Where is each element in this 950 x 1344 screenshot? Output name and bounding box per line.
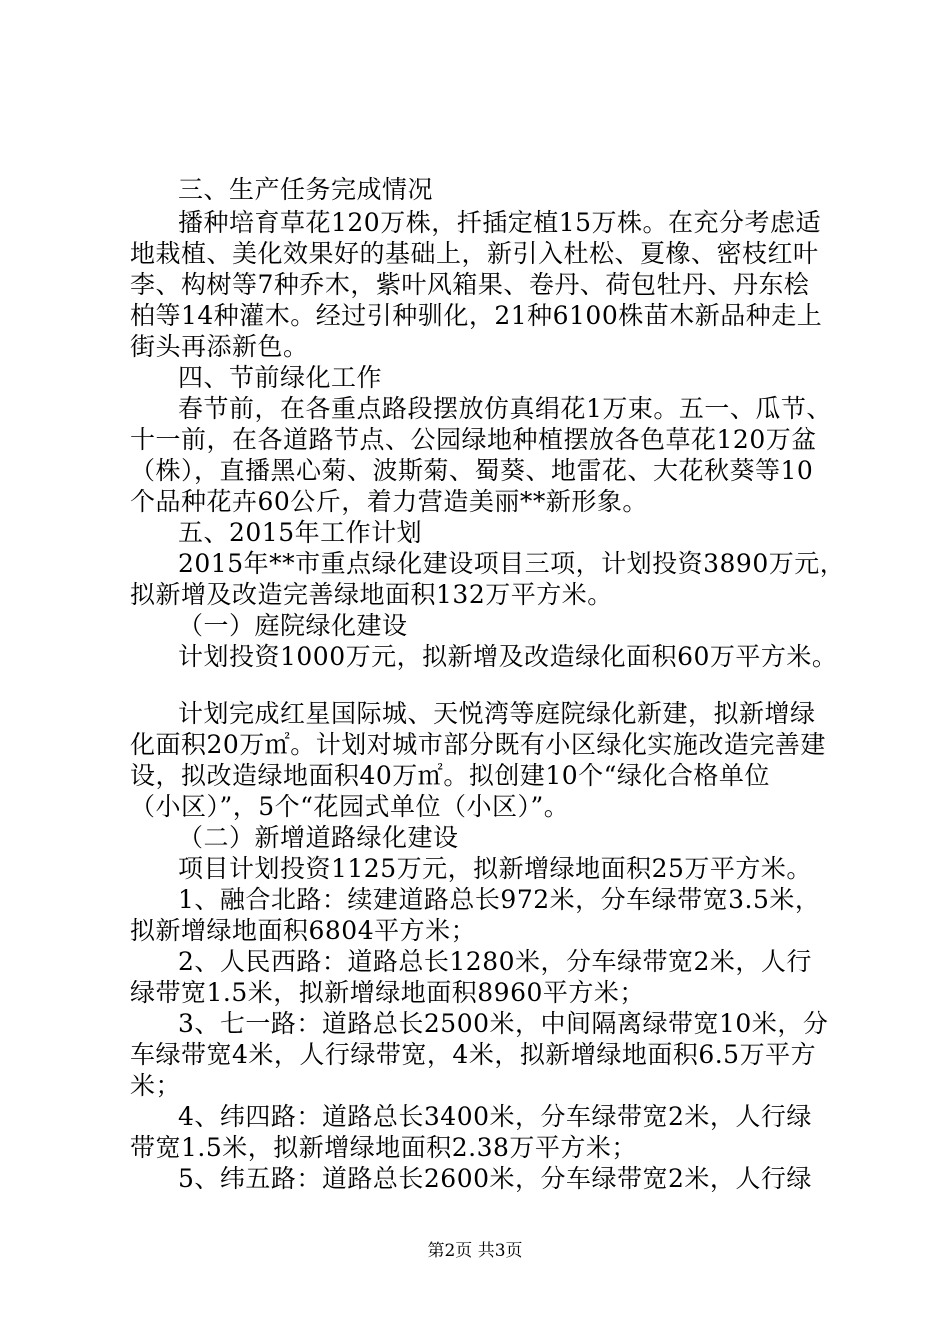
subheading-courtyard-greening: （一）庭院绿化建设 (178, 611, 408, 640)
list-item-weiwu-road: 5、纬五路：道路总长2600米，分车绿带宽2米，人行绿 (178, 1164, 812, 1193)
paragraph-line: 地栽植、美化效果好的基础上，新引入杜松、夏橡、密枝红叶 (130, 239, 819, 268)
paragraph-line: 个品种花卉60公斤，着力营造美丽**新形象。 (130, 487, 648, 516)
paragraph-line: 春节前，在各重点路段摆放仿真绢花1万束。五一、瓜节、 (178, 394, 832, 423)
paragraph-line: 带宽1.5米，拟新增绿地面积2.38万平方米； (130, 1133, 637, 1162)
paragraph-line: 李、构树等7种乔木，紫叶风箱果、卷丹、荷包牡丹、丹东桧 (130, 270, 810, 299)
heading-festival-greening: 四、节前绿化工作 (178, 363, 383, 392)
paragraph-line: 十一前，在各道路节点、公园绿地种植摆放各色草花120万盆 (130, 425, 817, 454)
paragraph-line: 米； (130, 1071, 182, 1100)
paragraph-line: 车绿带宽4米，人行绿带宽，4米，拟新增绿地面积6.5万平方 (130, 1040, 817, 1069)
paragraph-line: 化面积20万㎡。计划对城市部分既有小区绿化实施改造完善建 (130, 730, 826, 759)
paragraph-line: 项目计划投资1125万元，拟新增绿地面积25万平方米。 (178, 854, 812, 883)
paragraph-line: 绿带宽1.5米，拟新增绿地面积8960平方米； (130, 978, 645, 1007)
paragraph-line: 计划投资1000万元，拟新增及改造绿化面积60万平方米。 (178, 642, 838, 671)
list-item-qiyi-road: 3、七一路：道路总长2500米，中间隔离绿带宽10米，分 (178, 1009, 829, 1038)
paragraph-line: 计划完成红星国际城、天悦湾等庭院绿化新建，拟新增绿 (178, 699, 816, 728)
paragraph-line: 拟新增及改造完善绿地面积132万平方米。 (130, 580, 613, 609)
paragraph-line: （株），直播黑心菊、波斯菊、蜀葵、地雷花、大花秋葵等10 (130, 456, 814, 485)
paragraph-line: 设，拟改造绿地面积40万㎡。拟创建10个“绿化合格单位 (130, 761, 770, 790)
paragraph-line: 柏等14种灌木。经过引种驯化，21种6100株苗木新品种走上 (130, 301, 823, 330)
paragraph-line: 街头再添新色。 (130, 332, 309, 361)
paragraph-line: 播种培育草花120万株，扦插定植15万株。在充分考虑适 (178, 208, 822, 237)
paragraph-line: 2015年**市重点绿化建设项目三项，计划投资3890万元， (178, 549, 846, 578)
list-item-weisi-road: 4、纬四路：道路总长3400米，分车绿带宽2米，人行绿 (178, 1102, 812, 1131)
page-footer: 第2页 共3页 (427, 1241, 523, 1261)
heading-production-tasks: 三、生产任务完成情况 (178, 175, 434, 204)
paragraph-line: （小区）”，5个“花园式单位（小区）”。 (130, 792, 570, 821)
list-item-renmin-west-road: 2、人民西路：道路总长1280米，分车绿带宽2米，人行 (178, 947, 812, 976)
heading-2015-plan: 五、2015年工作计划 (178, 518, 423, 547)
paragraph-line: 拟新增绿地面积6804平方米； (130, 916, 477, 945)
list-item-ronghe-north-road: 1、融合北路：续建道路总长972米，分车绿带宽3.5米， (178, 885, 821, 914)
subheading-road-greening: （二）新增道路绿化建设 (178, 823, 459, 852)
